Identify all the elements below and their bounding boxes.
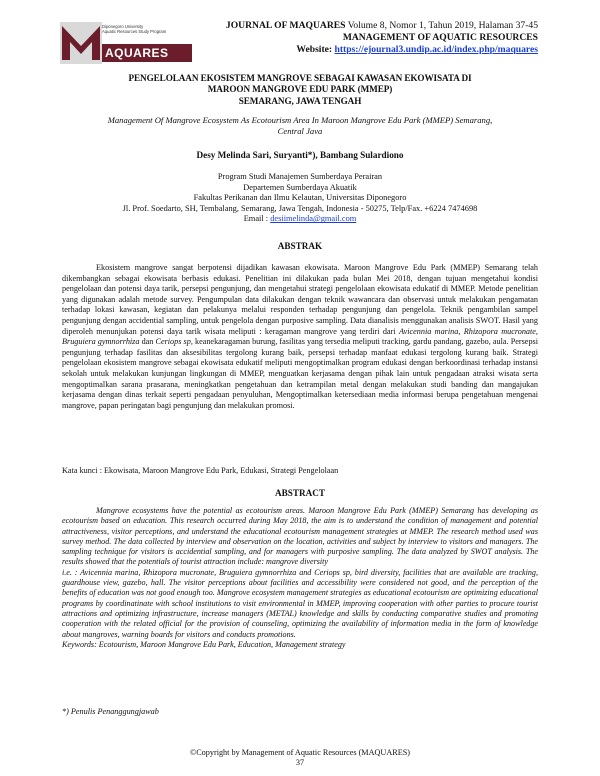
- website-link[interactable]: https://ejournal3.undip.ac.id/index.php/maquares: [334, 44, 538, 55]
- author-affiliation: Program Studi Manajemen Sumberdaya Perairan Departemen Sumberdaya Akuatik Fakultas Perikanan dan Ilmu Kelautan, Universitas Diponegoro Jl. Prof. Soedarto, SH, Tembalang, Semarang, Jawa Tengah, Indonesia - 50275, Telp/Fax. +6224 7474698 Email : desiimelinda@gmail.com: [122, 172, 478, 224]
- email-link[interactable]: desiimelinda@gmail.com: [270, 214, 357, 224]
- abstrak-body: Ekosistem mangrove sangat berpotensi dijadikan kawasan ekowisata. Maroon Mangrove Edu Park (MMEP) Semarang telah dikembangkan sebagai ekowisata berbasis edukasi. Penelitian ini dilakukan pada bulan Mei 2018, dengan tujuan mengetahui kondisi pengelolaan dan potensi daya tarik, persepsi pengunjung, dan mengetahui strategi pengelolaan ekowisata edukatif di MMEP. Metode penelitian yang digunakan adalah metode survey. Pengumpulan data dilakukan dengan teknik wawancara dan observasi untuk melakukan pengamatan terhadap lokasi kawasan, kegiatan dan pelakunya melalui responden terhadap pengunjung dan pengelola. Teknik pengambilan sampel pengunjung dengan accidential sampling, untuk pengelola dengan purposive sampling. Data dianalisis menggunakan analisis SWOT. Hasil yang diperoleh menunjukan potensi daya tarik wisata meliputi : keragaman mangrove yang terdiri dari Avicennia marina, Rhizopora mucronate, Bruguiera gymnorrhiza dan Ceriops sp, keanekaragaman burung, fasilitas yang tersedia meliputi tracking, gardu pandang, gazebo, aula. Persepsi pengunjung terhadap fasilitas dan aksesibilitas tergolong kurang baik, persepsi terhadap manfaat edukasi tergolong kurang baik. Strategi pengelolaan ekosistem mangrove sebagai ekowisata edukatif meliputi mengoptimalkan program edukasi dengan berkoordinasi terhadap instansi sekolah untuk melakukan kunjungan lingkungan di MMEP, menguatkan kerjasama dengan pihak lain untuk pengadaan atraksi wisata serta mengoptimalkan sarana prasarana, meningkatkan pengetahuan dan ketrampilan metal dengan melakukan studi banding dan mangajukan kerjasama dengan dinas terkait seperti pengadaan penyuluhan, Mengoptimalkan ketersediaan media informasi berupa pengetahuan mengenai mangrove, papan peringatan bagi pengunjung dan melakukan promosi.: [62, 263, 539, 410]
- volume-info: Volume 8, Nomor 1, Tahun 2019, Halaman 37-45: [345, 20, 538, 31]
- logo-university-text: Diponegoro University Aquatic Resources Study Program: [102, 24, 167, 34]
- abstrak-keywords: Kata kunci : Ekowisata, Maroon Mangrove Edu Park, Edukasi, Strategi Pengelolaan: [62, 466, 339, 475]
- abstract-body: Mangrove ecosystems have the potential as ecotourism areas. Maroon Mangrove Edu Park (MMEP) Semarang has developing as ecotourism based on education. This research occurred during May 2018, the aim is to understand the condition of management and potential attractiveness, visitor perceptions, and understand the educational ecotourism management strategies at MMEP. The research method used was survey method. The data collected by interview and observation on the location, activities and subject by interview to visitors and managers. The sampling technique for visitors is accidential sampling, and for managers with purposive sampling. The data analyzed by SWOT analysis. The results showed that the potentials of tourist attraction include: mangrove diversity i.e. : Avicennia marina, Rhizopora mucronate, Bruguiera gymnorrhiza and Ceriops sp, bird diversity, facilities that are available are tracking, guardhouse view, gazebo, hall. The visitor perceptions about facilities and accessibility were considered not good, and the perception of the benefits of education was not good enough too. Mangrove ecosystem management strategies as educational ecotourism are optimizing educational programs by coordinatinate with school institutions to visit environmental in MMEP, improving cooperation with other parties to procure tourist attractions and optimizing infrastructure, increase managers (METAL) knowledge and skills by conducting comparative studies and promoting cooperation with the related official for the provision of counseling, optimizing the availability of information media in the form of knowledge about mangroves, warning boards for visitors and conducts promotions. Keywords: Ecotourism, Maroon Mangrove Edu Park, Education, Management strategy: [62, 506, 538, 649]
- journal-subtitle: MANAGEMENT OF AQUATIC RESOURCES: [342, 32, 538, 43]
- website-label: Website:: [296, 44, 335, 55]
- journal-name: JOURNAL OF MAQUARES: [225, 20, 346, 31]
- corresponding-author-footnote: *) Penulis Penanggungjawab: [62, 707, 159, 716]
- maquares-logo-icon: [60, 20, 104, 66]
- logo-brand: AQUARES: [102, 44, 192, 62]
- page-footer: [60, 748, 540, 767]
- paper-title: PENGELOLAAN EKOSISTEM MANGROVE SEBAGAI KAWASAN EKOWISATA DI MAROON MANGROVE EDU PARK (MMEP) SEMARANG, JAWA TENGAH: [128, 73, 472, 106]
- abstrak-heading: ABSTRAK: [277, 241, 323, 251]
- abstract-heading: ABSTRACT: [274, 488, 326, 498]
- page-number: 37: [295, 757, 305, 767]
- paper-authors: Desy Melinda Sari, Suryanti*), Bambang Sulardiono: [196, 150, 404, 160]
- paper-english-title: Management Of Mangrove Ecosystem As Ecotourism Area In Maroon Mangrove Edu Park (MMEP) Semarang, Central Java: [107, 115, 493, 136]
- journal-logo: [60, 20, 192, 66]
- copyright-notice: ©Copyright by Management of Aquatic Resources (MAQUARES): [190, 748, 410, 757]
- journal-header: [226, 20, 538, 56]
- abstract-keywords: Keywords: Ecotourism, Maroon Mangrove Edu Park, Education, Management strategy: [62, 639, 346, 649]
